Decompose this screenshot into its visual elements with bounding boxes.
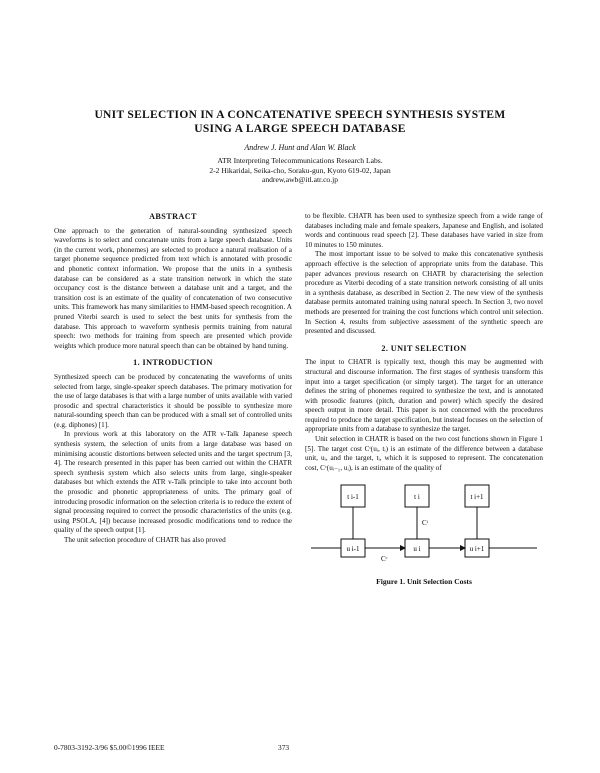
unit-selection-paragraph-1: The input to CHATR is typically text, though this may be augmented with structural and discourse information. The first stages of synthesis transform this input into a target specification (or simply target). The target for an utterance defines the string of phonemes required to synthesize the text, and is annotated with prosodic features (pitch, duration and power) which specify the desired speech output in more detail. This paper is not concerned with the procedures required to produce the target specification, but instead focuses on the selection of appropriate units from a database to synthesize the target. [305, 358, 543, 434]
affiliation-line-1: ATR Interpreting Telecommunications Research Labs. [217, 156, 383, 165]
paper-title [60, 108, 540, 136]
affiliation-email: andrew,awb@itl.atr.co.jp [261, 175, 339, 185]
intro-paragraph-2: In previous work at this laboratory on the ATR ν-Talk Japanese speech synthesis system, the selection of units from a large database was based on minimising acoustic distortions between selected units and the target spectrum [3, 4]. The research presented in this paper has been carried out within the CHATR speech synthesis system which also selects units from large, single-speaker databases but which extends the ATR ν-Talk principle to take into account both the prosodic and phonetic appropriateness of units. The primary goal of introducing prosodic information on the selection criteria is to reduce the extent of signal processing required to correct the prosodic characteristics of the units (e.g. using PSOLA, [4]) because increased prosodic modifications tend to reduce the quality of the speech output [1]. [54, 430, 292, 535]
footer-isbn: 0-7803-3192-3/96 $5.00©1996 IEEE [54, 743, 165, 752]
right-paragraph-2: The most important issue to be solved to make this concatenative synthesis approach effective is the selection of appropriate units from the database. This paper advances previous research on CHATR by characterising the selection procedure as Viterbi decoding of a state transition network consisting of all units in a synthesis database, as described in Section 2. The new view of the synthesis database permits automated training using natural speech. In Section 3, two novel methods are presented for training the cost functions which control unit selection. In Section 4, results from subjective assessment of the synthetic speech are presented and discussed. [305, 250, 543, 336]
affiliation-line-2: 2-2 Hikaridai, Seika-cho, Soraku-gun, Kyoto 619-02, Japan [209, 165, 391, 175]
right-paragraph-1: to be flexible. CHATR has been used to synthesize speech from a wide range of databases including male and female speakers, Japanese and English, and isolated words and continuous read speech [2]. These databases have varied in size from 10 minutes to 150 minutes. [305, 212, 543, 249]
unit-selection-paragraph-2: Unit selection in CHATR is based on the two cost functions shown in Figure 1 [5]. The target cost Cᵗ(uᵢ, tᵢ) is an estimate of the difference between a database unit, uᵢ, and the target, tᵢ, which it is supposed to represent. The concatenation cost, Cᶜ(uᵢ₋₁, uᵢ), is an estimate of the quality of [305, 435, 543, 472]
title-line-2: USING A LARGE SPEECH DATABASE [194, 123, 406, 135]
target-label-current: t i [414, 493, 420, 502]
unit-label-prev: u i-1 [346, 545, 360, 554]
unit-selection-heading: 2. UNIT SELECTION [381, 343, 467, 353]
target-label-next: t i+1 [470, 493, 484, 502]
abstract-heading: ABSTRACT [149, 212, 197, 221]
affiliation [60, 156, 540, 185]
abstract-text: One approach to the generation of natural-sounding synthesized speech waveforms is to select and concatenate units from a large speech database. Units (in the current work, phonemes) are selected to produce a natural realisation of a target phoneme sequence predicted from text which is annotated with prosodic and phonetic context information. We propose that the units in a synthesis database can be considered as a state transition network in which the state occupancy cost is the distance between a database unit and a target, and the transition cost is an estimate of the quality of concatenation of two consecutive units. This framework has many similarities to HMM-based speech recognition. A pruned Viterbi search is used to select the best units for synthesis from the database. This approach to waveform synthesis permits training from natural speech: two methods for training from speech are presented which provide weights which produce more natural speech than can be obtained by hand tuning. [54, 226, 292, 350]
authors: Andrew J. Hunt and Alan W. Black [244, 143, 356, 152]
unit-label-next: u i+1 [469, 545, 485, 554]
introduction-heading: 1. INTRODUCTION [133, 358, 213, 368]
left-column [54, 212, 292, 546]
intro-paragraph-1: Synthesized speech can be produced by concatenating the waveforms of units selected from large, single-speaker speech databases. The primary motivation for the use of large databases is that with a large number of units available with varied prosodic and spectral characteristics it should be possible to synthesize more natural-sounding speech than can be produced with a small set of controlled units (e.g. diphones) [1]. [54, 372, 292, 429]
right-column [305, 212, 543, 587]
figure-caption: Figure 1. Unit Selection Costs [376, 577, 472, 587]
figure-1 [305, 481, 543, 573]
title-line-1: UNIT SELECTION IN A CONCATENATIVE SPEECH SYNTHESIS SYSTEM [94, 109, 506, 121]
page-number: 373 [278, 743, 290, 752]
target-label-prev: t i-1 [347, 493, 359, 502]
unit-label-current: u i [413, 545, 421, 554]
target-cost-label: Cᵗ [422, 519, 429, 528]
unit-selection-diagram [305, 481, 543, 573]
concat-cost-label: Cᶜ [381, 555, 388, 564]
intro-paragraph-3: The unit selection procedure of CHATR has also proved [64, 536, 226, 544]
